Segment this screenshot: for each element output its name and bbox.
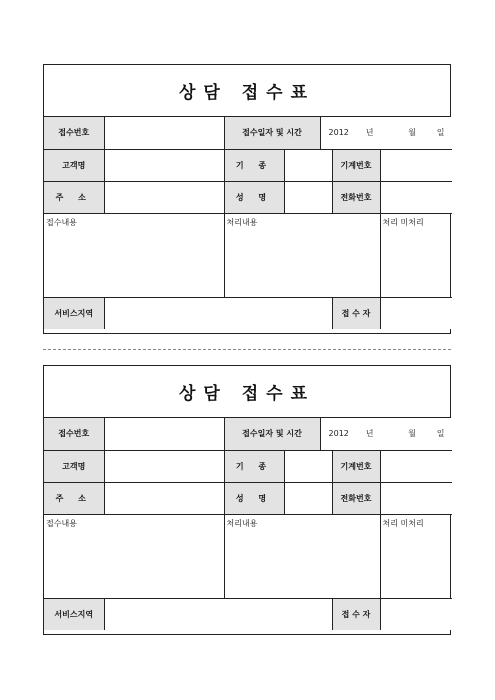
receipt-date-field[interactable] [320,418,452,450]
service-area-field[interactable] [104,598,332,630]
process-content-field[interactable] [224,514,380,598]
date-year: 2012 [328,128,349,138]
service-area-label: 서비스지역 [44,598,104,630]
phone-label: 전화번호 [332,482,380,514]
name-label: 성 명 [224,482,284,514]
name-field[interactable] [284,482,332,514]
form-title: 상담 접수표 [44,366,450,418]
cut-line [43,349,451,350]
machine-no-label: 기계번호 [332,149,380,181]
receipt-content-field[interactable] [44,514,224,598]
date-year: 2012 [328,429,349,439]
receipt-datetime-label: 접수일자 및 시간 [224,117,320,149]
model-field[interactable] [284,450,332,482]
phone-label: 전화번호 [332,181,380,213]
address-label: 주 소 [44,482,104,514]
receipt-content-label: 접수내용 [46,217,77,227]
date-day-unit: 일 [436,429,445,439]
form-table [44,117,452,329]
receipt-content-label: 접수내용 [46,518,77,528]
phone-field[interactable] [380,482,452,514]
date-day-unit: 일 [436,128,445,138]
process-status-field[interactable] [380,213,452,297]
date-year-unit: 년 [365,429,374,439]
service-area-field[interactable] [104,297,332,329]
receipt-date-field[interactable] [320,117,452,149]
receipt-content-field[interactable] [44,213,224,297]
receipt-no-label: 접수번호 [44,117,104,149]
model-label: 기 종 [224,450,284,482]
form-title: 상담 접수표 [44,65,450,117]
address-field[interactable] [104,482,224,514]
process-content-label: 처리내용 [226,518,258,528]
consultation-form-2 [43,365,451,635]
process-status-label: 처리 미처리 [382,518,424,528]
customer-name-label: 고객명 [44,450,104,482]
machine-no-label: 기계번호 [332,450,380,482]
service-area-label: 서비스지역 [44,297,104,329]
process-status-field[interactable] [380,514,452,598]
customer-name-label: 고객명 [44,149,104,181]
receipt-no-field[interactable] [104,418,224,450]
customer-name-field[interactable] [104,149,224,181]
process-content-label: 처리내용 [226,217,258,227]
address-label: 주 소 [44,181,104,213]
date-year-unit: 년 [365,128,374,138]
customer-name-field[interactable] [104,450,224,482]
process-status-label: 처리 미처리 [382,217,424,227]
receipt-no-label: 접수번호 [44,418,104,450]
machine-no-field[interactable] [380,149,452,181]
phone-field[interactable] [380,181,452,213]
receiver-field[interactable] [380,598,452,630]
receipt-datetime-label: 접수일자 및 시간 [224,418,320,450]
date-month-unit: 월 [408,128,416,138]
receiver-label: 접 수 자 [332,598,380,630]
receipt-no-field[interactable] [104,117,224,149]
date-month-unit: 월 [408,429,416,439]
form-table [44,418,452,630]
name-label: 성 명 [224,181,284,213]
model-field[interactable] [284,149,332,181]
process-content-field[interactable] [224,213,380,297]
name-field[interactable] [284,181,332,213]
machine-no-field[interactable] [380,450,452,482]
model-label: 기 종 [224,149,284,181]
receiver-field[interactable] [380,297,452,329]
receiver-label: 접 수 자 [332,297,380,329]
consultation-form-1 [43,64,451,334]
address-field[interactable] [104,181,224,213]
